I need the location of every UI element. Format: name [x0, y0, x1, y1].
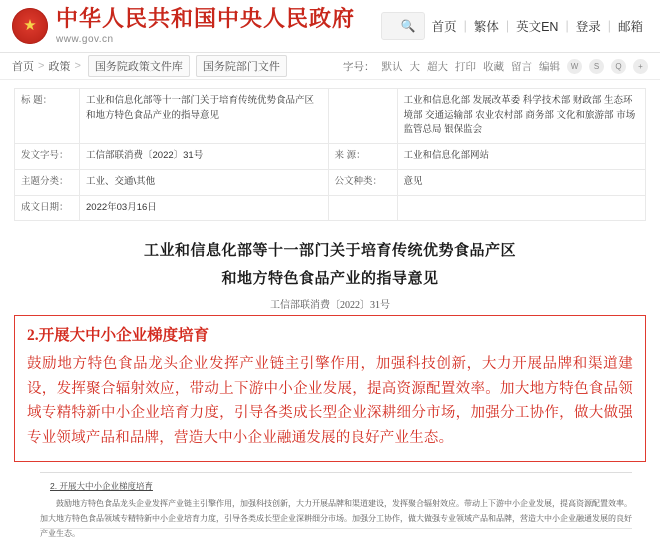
table-row	[15, 169, 646, 195]
meta-label-category: 主题分类：	[15, 169, 80, 195]
divider	[40, 528, 632, 529]
meta-value-date: 2022年03月16日	[80, 195, 329, 221]
print-button[interactable]: 打印	[455, 60, 476, 73]
favorite-button[interactable]: 收藏	[483, 60, 504, 73]
document-number: 工信部联消费〔2022〕31号	[270, 300, 390, 312]
meta-value-doctype: 意见	[397, 169, 646, 195]
weibo-icon[interactable]: W	[567, 59, 582, 74]
source-quote-heading: 2. 开展大中小企业梯度培育	[50, 481, 153, 492]
breadcrumb-item-policy[interactable]: 政策	[48, 61, 71, 73]
breadcrumb-item-home[interactable]: 首页	[12, 61, 34, 73]
toolbar	[343, 59, 648, 74]
meta-label-title: 标 题：	[15, 89, 80, 144]
nav-item-home[interactable]: 首页	[431, 20, 457, 34]
breadcrumb-item-policy-library[interactable]: 国务院政策文件库	[88, 55, 190, 77]
meta-label-date: 成文日期：	[15, 195, 80, 221]
meta-value-title: 工业和信息化部等十一部门关于培育传统优势食品产区和地方特色食品产业的指导意见	[80, 89, 329, 144]
page-title-line1: 工业和信息化部等十一部门关于培育传统优势食品产区	[143, 243, 516, 260]
comment-button[interactable]: 留言	[511, 60, 532, 73]
meta-table	[14, 88, 646, 221]
nav-item-english[interactable]: 英文EN	[516, 20, 559, 34]
site-title: 中华人民共和国中央人民政府	[56, 5, 356, 31]
nav-item-login[interactable]: 登录	[575, 20, 601, 34]
document-meta	[0, 80, 660, 225]
meta-label-empty	[328, 195, 397, 221]
chevron-right-icon: >	[74, 60, 81, 72]
highlight-heading: 2.开展大中小企业梯度培育	[27, 327, 210, 345]
table-row	[15, 89, 646, 144]
meta-label-source: 来 源：	[328, 144, 397, 170]
fontsize-label: 字号：	[343, 60, 375, 73]
highlight-box	[14, 315, 646, 462]
meta-label-docnumber: 发文字号：	[15, 144, 80, 170]
site-url: www.gov.cn	[56, 34, 114, 46]
search-input[interactable]	[390, 19, 397, 33]
fontsize-default-button[interactable]: 默认	[381, 60, 403, 73]
source-quote-block	[40, 472, 632, 541]
meta-label-doctype: 公文种类：	[328, 169, 397, 195]
search-box[interactable]	[381, 12, 425, 40]
nav-item-traditional[interactable]: 繁体	[473, 20, 499, 34]
wechat-icon[interactable]: S	[589, 59, 604, 74]
nav-separator: |	[463, 19, 467, 33]
document-header	[0, 225, 660, 311]
nav-separator: |	[565, 19, 569, 33]
meta-value-source[interactable]: 工业和信息化部网站	[397, 144, 646, 170]
meta-value-category: 工业、交通\其他	[80, 169, 329, 195]
meta-value-issuer: 工业和信息化部 发展改革委 科学技术部 财政部 生态环境部 交通运输部 农业农村部 商务部 文化和旅游部 市场监管总局 银保监会	[397, 89, 646, 144]
national-emblem-icon	[12, 8, 48, 44]
qzone-icon[interactable]: Q	[611, 59, 626, 74]
highlight-body: 鼓励地方特色食品龙头企业发挥产业链主引擎作用，加强科技创新，大力开展品牌和渠道建设，发挥聚合辐射效应，带动上下游中小企业发展，提高资源配置效率。加大地方特色食品领域专精特新中小企业培育力度，引导各类成长型企业深耕细分市场，加强分工协作，做大做强专业领域产品和品牌，营造大中小企业融通发展的良好产业生态。	[27, 355, 633, 447]
breadcrumb	[0, 53, 660, 80]
fontsize-xlarge-button[interactable]: 超大	[427, 60, 448, 73]
top-navigation	[425, 17, 650, 35]
search-icon[interactable]: 🔍	[400, 19, 416, 33]
page-title-line2: 和地方特色食品产业的指导意见	[221, 271, 439, 288]
meta-value-docnumber: 工信部联消费〔2022〕31号	[80, 144, 329, 170]
meta-label-issuer	[328, 89, 397, 144]
site-header	[0, 0, 660, 53]
meta-value-empty	[397, 195, 646, 221]
table-row	[15, 144, 646, 170]
source-quote-body: 鼓励地方特色食品龙头企业发挥产业链主引擎作用，加强科技创新，大力开展品牌和渠道建设，发挥聚合辐射效应。带动上下游中小企业发展，提高资源配置效率。加大地方特色食品领域专精特新中小企业培育力度，引导各类成长型企业深耕细分市场。加强分工协作，做大做强专业领域产品和品牌，营造大中小企业融通发展的良好产业生态。	[40, 499, 632, 538]
table-row	[15, 195, 646, 221]
nav-item-mail[interactable]: 邮箱	[617, 20, 643, 34]
nav-separator: |	[505, 19, 510, 33]
nav-separator: |	[607, 19, 611, 33]
site-brand[interactable]	[56, 7, 355, 45]
breadcrumb-item-dept-docs[interactable]: 国务院部门文件	[196, 55, 287, 77]
chevron-right-icon: >	[38, 60, 45, 72]
more-icon[interactable]: +	[633, 59, 648, 74]
edit-button[interactable]: 编辑	[539, 60, 560, 73]
fontsize-large-button[interactable]: 大	[409, 60, 420, 73]
